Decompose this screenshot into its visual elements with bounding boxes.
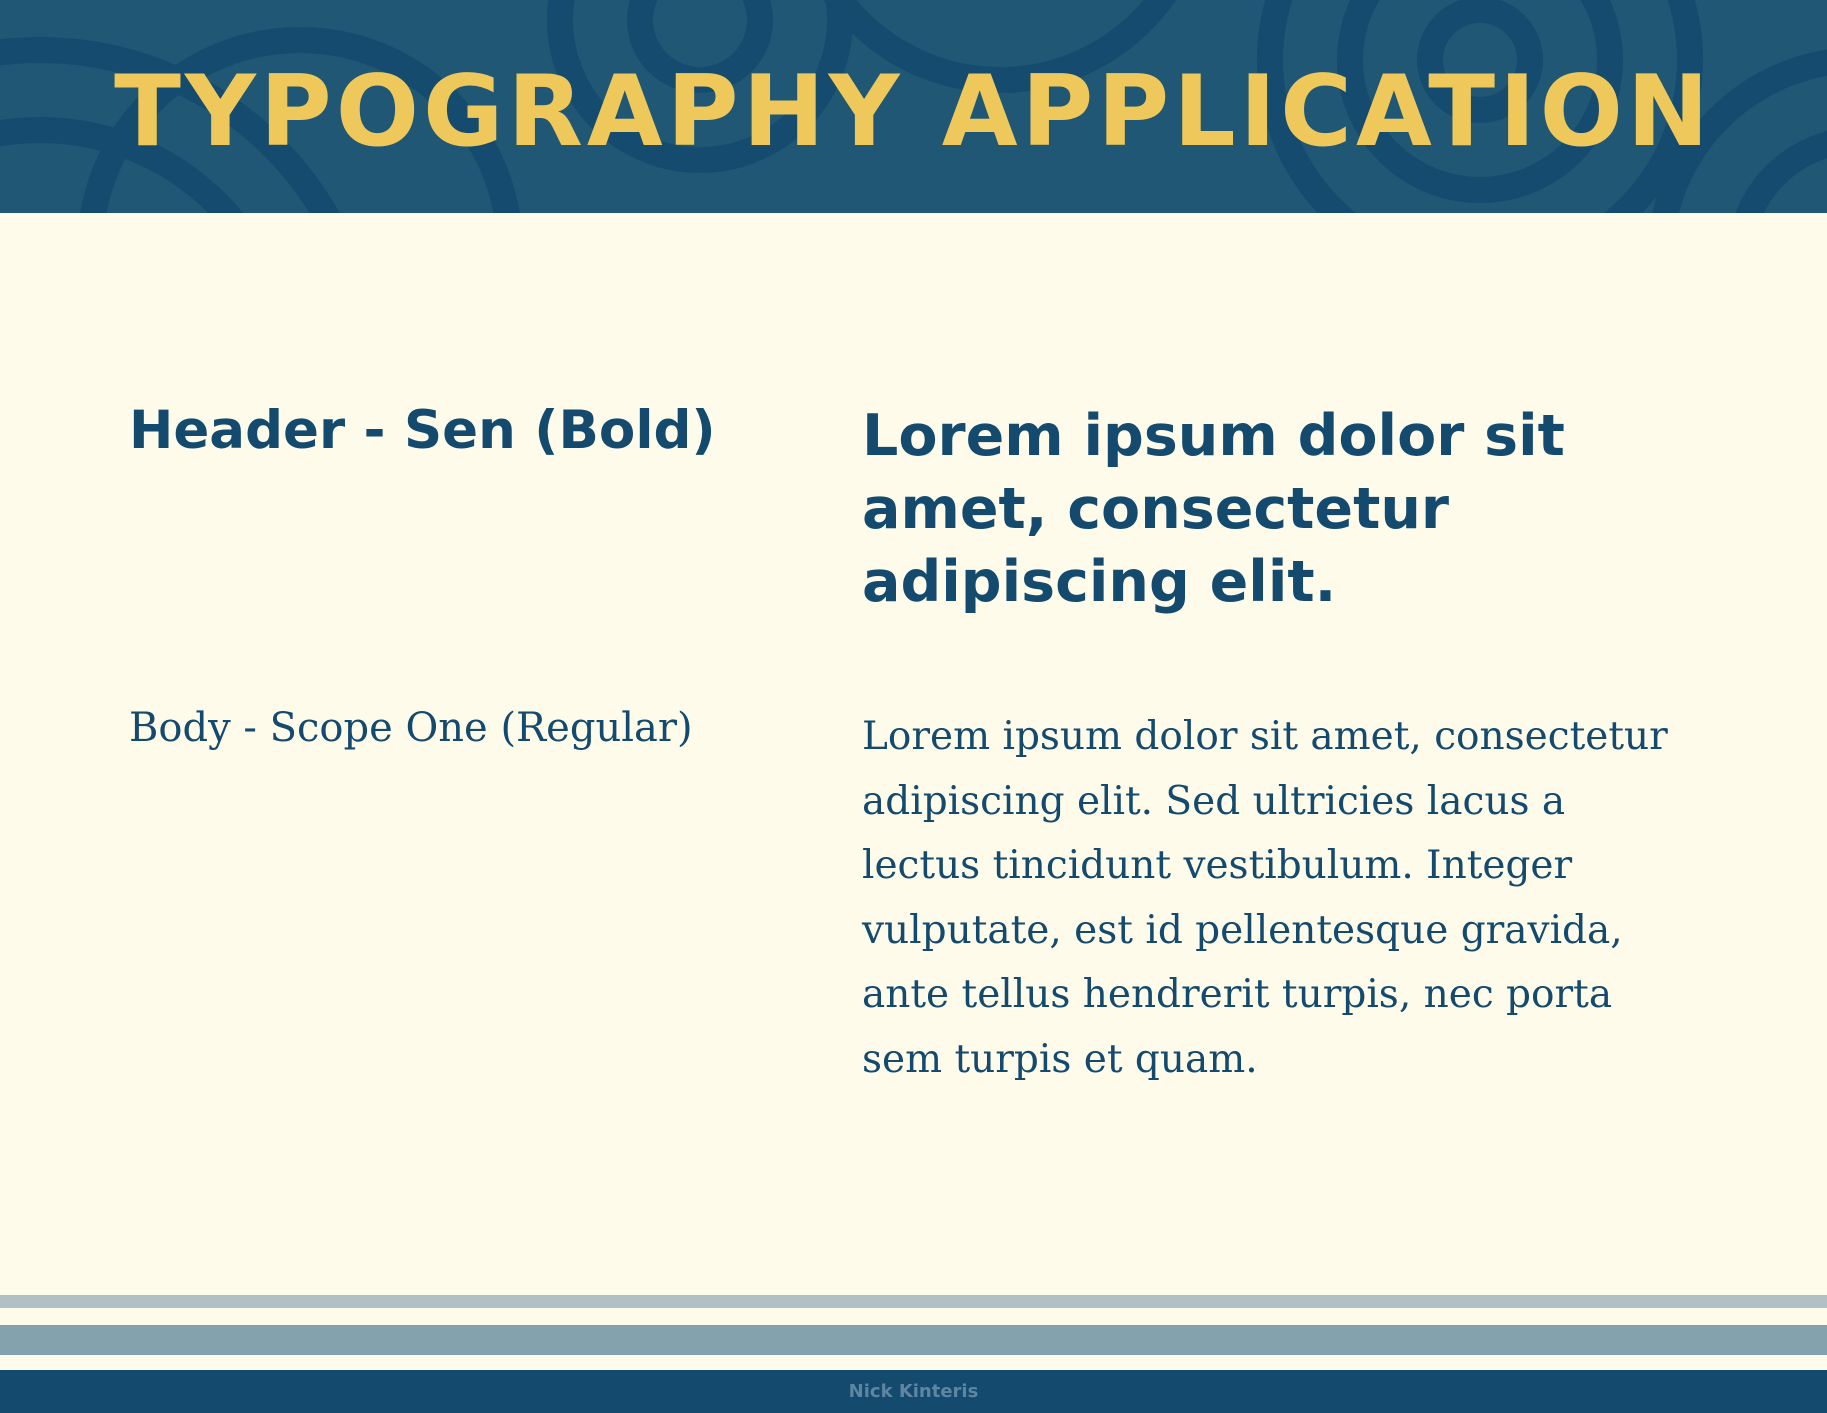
- author-credit: Nick Kinteris: [848, 1381, 979, 1402]
- body-font-label: Body - Scope One (Regular): [129, 705, 693, 751]
- header-font-label: Header - Sen (Bold): [129, 400, 716, 461]
- decorative-stripe-light: [0, 1295, 1827, 1308]
- decorative-stripe-mid: [0, 1325, 1827, 1355]
- footer-bar: [0, 1370, 1827, 1413]
- title-banner: [0, 0, 1827, 213]
- body-font-sample: Lorem ipsum dolor sit amet, consectetur adipiscing elit. Sed ultricies lacus a lectus tincidunt vestibulum. Integer vulputate, est id pellentesque gravida, ante tellus hendrerit turpis, nec porta sem turpis et quam.: [862, 714, 1668, 1082]
- header-font-sample: Lorem ipsum dolor sit amet, consectetur adipiscing elit.: [862, 403, 1565, 615]
- page-title: TYPOGRAPHY APPLICATION: [114, 54, 1713, 169]
